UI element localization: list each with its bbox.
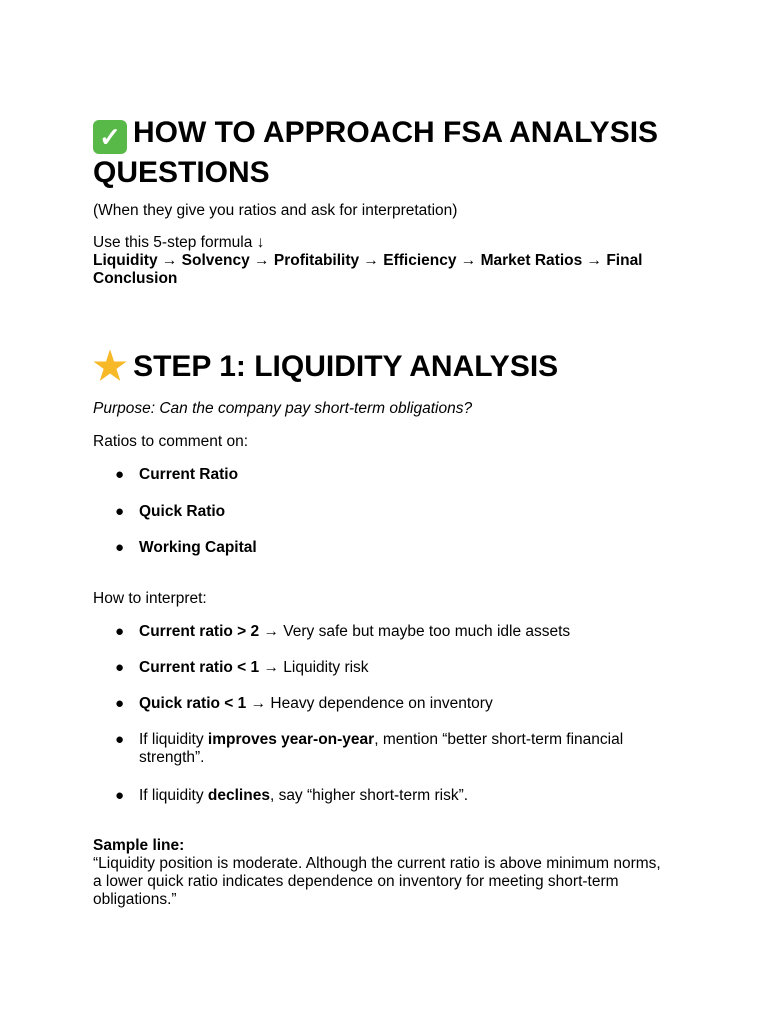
ratio-item-text: Quick Ratio xyxy=(139,503,226,520)
ratio-item-text: Working Capital xyxy=(139,539,257,556)
bullet-icon: ● xyxy=(115,731,125,748)
interpret-post: → Liquidity risk xyxy=(259,659,369,676)
star-icon: ★ xyxy=(93,346,128,388)
purpose-text: Purpose: Can the company pay short-term obligations? xyxy=(93,400,473,417)
bullet-icon: ● xyxy=(115,695,125,712)
sample-line-label: Sample line: xyxy=(93,837,185,854)
interpret-post: → Heavy dependence on inventory xyxy=(246,695,493,712)
ratios-intro-text: Ratios to comment on: xyxy=(93,433,249,450)
interpret-post: , say “higher short-term risk”. xyxy=(269,787,469,804)
ratio-item-text: Current Ratio xyxy=(139,466,239,483)
bullet-icon: ● xyxy=(115,503,125,520)
interpret-intro-text: How to interpret: xyxy=(93,590,207,607)
interpret-pre: If liquidity xyxy=(139,787,208,804)
bullet-icon: ● xyxy=(115,659,125,676)
formula-steps-text: Liquidity → Solvency → Profitability → Efficiency → Market Ratios → Final Conclusion xyxy=(93,252,643,287)
interpret-bold: improves year-on-year xyxy=(207,731,375,748)
section-heading-liquidity-text: STEP 1: LIQUIDITY ANALYSIS xyxy=(133,350,559,383)
sample-line-text: “Liquidity position is moderate. Although the current ratio is above minimum norms, a lower quick ratio indicates dependence on inventory for meeting short-term obligations.” xyxy=(93,855,661,908)
formula-intro-text: Use this 5-step formula ↓ xyxy=(93,234,265,251)
bullet-icon: ● xyxy=(115,466,125,483)
interpret-bold: Current ratio < 1 xyxy=(139,659,260,676)
check-mark-icon: ✓ xyxy=(93,120,127,154)
interpret-bold: declines xyxy=(207,787,270,804)
subtitle-text: (When they give you ratios and ask for interpretation) xyxy=(93,202,458,219)
interpret-pre: If liquidity xyxy=(139,731,208,748)
interpret-post: → Very safe but maybe too much idle assets xyxy=(259,623,571,640)
bullet-icon: ● xyxy=(115,623,125,640)
section-heading-approach-text: HOW TO APPROACH FSA ANALYSIS QUESTIONS xyxy=(93,116,659,189)
interpret-bold: Quick ratio < 1 xyxy=(139,695,247,712)
section-heading-liquidity xyxy=(93,347,733,387)
bullet-icon: ● xyxy=(115,539,125,556)
interpret-bold: Current ratio > 2 xyxy=(139,623,260,640)
bullet-icon: ● xyxy=(115,787,125,804)
interpret-post: , mention “better short-term financial strength”. xyxy=(139,731,624,766)
section-heading-approach xyxy=(93,114,693,191)
